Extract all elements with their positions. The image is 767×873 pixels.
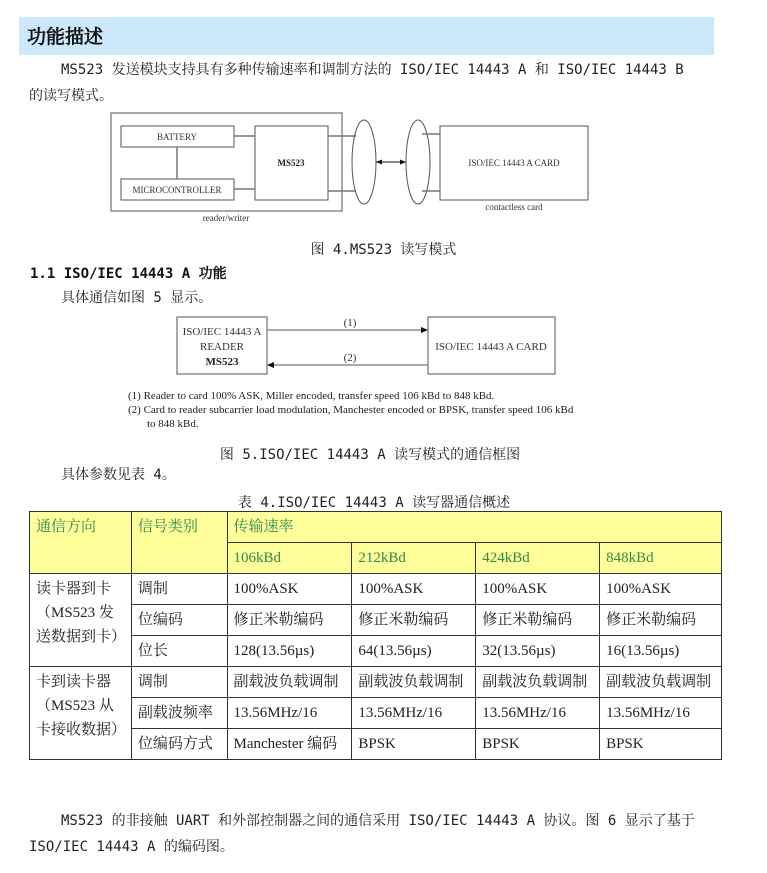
header-signal-type: 信号类别 <box>131 512 227 574</box>
header-rate-106: 106kBd <box>227 543 352 574</box>
battery-label: BATTERY <box>156 132 198 142</box>
card-label: ISO/IEC 14443 A CARD <box>468 158 560 168</box>
signal-type: 调制 <box>131 574 227 605</box>
card-label: ISO/IEC 14443 A CARD <box>435 341 547 353</box>
table-row <box>30 729 722 760</box>
reader-line-3: MS523 <box>205 356 239 368</box>
cell: 13.56MHz/16 <box>352 698 476 729</box>
header-rate-424: 424kBd <box>476 543 600 574</box>
table-row <box>30 605 722 636</box>
cell: 13.56MHz/16 <box>600 698 722 729</box>
figure-5-note-1: (1) Reader to card 100% ASK, Miller encoded, transfer speed 106 kBd to 848 kBd. <box>128 390 495 402</box>
intro-line-1: MS523 发送模块支持具有多种传输速率和调制方法的 ISO/IEC 14443 A 和 ISO/IEC 14443 B <box>61 62 684 78</box>
cell: 修正米勒编码 <box>227 605 352 636</box>
cell: 13.56MHz/16 <box>476 698 600 729</box>
subsection-text: 具体通信如图 5 显示。 <box>61 290 213 306</box>
arrow-2-label: (2) <box>343 352 357 364</box>
section-header-bar <box>19 17 714 55</box>
table-row <box>30 574 722 605</box>
cell: 副载波负载调制 <box>600 667 722 698</box>
cell: 修正米勒编码 <box>600 605 722 636</box>
table-reference: 具体参数见表 4。 <box>61 467 176 483</box>
figure-5-caption: 图 5.ISO/IEC 14443 A 读写模式的通信框图 <box>219 447 521 463</box>
figure-5-diagram <box>160 312 580 377</box>
cell: 100%ASK <box>600 574 722 605</box>
header-rate: 传输速率 <box>227 512 722 543</box>
cell: 副载波负载调制 <box>352 667 476 698</box>
cell: BPSK <box>600 729 722 760</box>
subsection-title: 1.1 ISO/IEC 14443 A 功能 <box>30 266 227 282</box>
cell: 副载波负载调制 <box>227 667 352 698</box>
cell: 100%ASK <box>352 574 476 605</box>
cell: BPSK <box>476 729 600 760</box>
header-rate-212: 212kBd <box>352 543 476 574</box>
cell: 100%ASK <box>227 574 352 605</box>
cell: 16(13.56µs) <box>600 636 722 667</box>
direction-reader-to-card: 读卡器到卡（MS523 发送数据到卡） <box>30 574 132 667</box>
signal-type: 位编码 <box>131 605 227 636</box>
arrow-1-label: (1) <box>343 317 357 329</box>
ms523-label: MS523 <box>277 158 305 168</box>
reader-antenna <box>352 120 376 204</box>
reader-line-1: ISO/IEC 14443 A <box>182 326 262 338</box>
table-4 <box>29 511 722 760</box>
cell: Manchester 编码 <box>227 729 352 760</box>
section-title: 功能描述 <box>27 26 104 48</box>
figure-5-note-2a: (2) Card to reader subcarrier load modulation, Manchester encoded or BPSK, transfer speed 106 kBd <box>128 404 574 416</box>
signal-type: 调制 <box>131 667 227 698</box>
figure-4-caption: 图 4.MS523 读写模式 <box>310 242 457 258</box>
header-direction: 通信方向 <box>30 512 132 574</box>
reader-writer-label: reader/writer <box>202 213 250 223</box>
reader-writer-box <box>111 113 342 211</box>
intro-line-2: 的读写模式。 <box>29 88 113 104</box>
table-row <box>30 698 722 729</box>
cell: 13.56MHz/16 <box>227 698 352 729</box>
cell: 修正米勒编码 <box>476 605 600 636</box>
figure-5-note-2b: to 848 kBd. <box>147 418 199 430</box>
closing-line-1: MS523 的非接触 UART 和外部控制器之间的通信采用 ISO/IEC 14443 A 协议。图 6 显示了基于 <box>61 813 695 829</box>
cell: 修正米勒编码 <box>352 605 476 636</box>
cell: 100%ASK <box>476 574 600 605</box>
signal-type: 副载波频率 <box>131 698 227 729</box>
contactless-card-label: contactless card <box>485 202 543 212</box>
cell: BPSK <box>352 729 476 760</box>
table-row <box>30 667 722 698</box>
reader-line-2: READER <box>200 341 244 353</box>
signal-type: 位长 <box>131 636 227 667</box>
cell: 64(13.56µs) <box>352 636 476 667</box>
microcontroller-label: MICROCONTROLLER <box>132 185 222 195</box>
figure-4-diagram <box>100 105 660 235</box>
table-header-row <box>30 512 722 543</box>
direction-card-to-reader: 卡到读卡器（MS523 从卡接收数据） <box>30 667 132 760</box>
cell: 32(13.56µs) <box>476 636 600 667</box>
cell: 128(13.56µs) <box>227 636 352 667</box>
header-rate-848: 848kBd <box>600 543 722 574</box>
closing-line-2: ISO/IEC 14443 A 的编码图。 <box>29 839 234 855</box>
table-4-caption: 表 4.ISO/IEC 14443 A 读写器通信概述 <box>237 495 511 511</box>
cell: 副载波负载调制 <box>476 667 600 698</box>
table-row <box>30 636 722 667</box>
signal-type: 位编码方式 <box>131 729 227 760</box>
